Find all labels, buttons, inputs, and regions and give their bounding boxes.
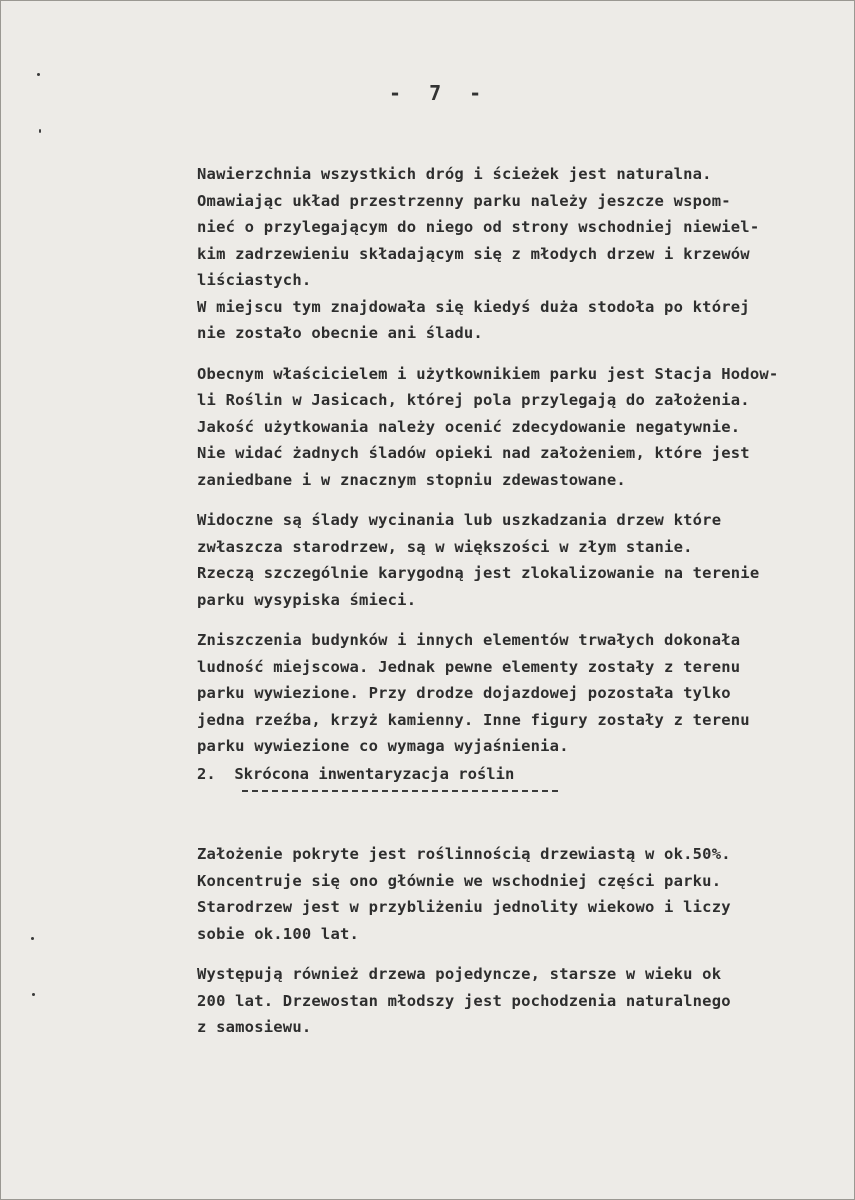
margin-mark: [37, 73, 40, 76]
paragraph: [197, 507, 837, 613]
text-line: Obecnym właścicielem i użytkownikiem parku jest Stacja Hodow-: [197, 364, 779, 383]
paragraph: [197, 627, 837, 760]
text-line: liściastych.: [197, 271, 312, 289]
text-line: Starodrzew jest w przybliżeniu jednolity wiekowo i liczy: [197, 898, 731, 916]
text-line: parku wysypiska śmieci.: [197, 590, 417, 609]
text-line: Widoczne są ślady wycinania lub uszkadzania drzew które: [197, 511, 722, 529]
margin-mark: [32, 993, 35, 996]
margin-mark: [39, 129, 41, 133]
text-line: jedna rzeźba, krzyż kamienny. Inne figury zostały z terenu: [197, 710, 750, 729]
heading-underline: [242, 790, 558, 792]
text-line: Zniszczenia budynków i innych elementów trwałych dokonała: [197, 631, 741, 649]
text-line: nie zostało obecnie ani śladu.: [197, 324, 483, 342]
section-2-heading: [197, 761, 514, 787]
text-line: Założenie pokryte jest roślinnością drzewiastą w ok.50%.: [197, 845, 731, 863]
section-2-body: [197, 841, 837, 1055]
text-line: Występują również drzewa pojedyncze, starsze w wieku ok: [197, 965, 722, 983]
section-heading-text: 2. Skrócona inwentaryzacja roślin: [197, 765, 515, 783]
text-line: parku wywiezione. Przy drodze dojazdowej pozostała tylko: [197, 684, 731, 702]
text-line: kim zadrzewieniu składającym się z młodych drzew i krzewów: [197, 244, 750, 263]
paragraph: [197, 961, 837, 1041]
text-line: sobie ok.100 lat.: [197, 924, 360, 943]
paragraph: [197, 361, 837, 494]
page-number: - 7 -: [389, 81, 490, 105]
text-line: Koncentruje się ono głównie we wschodniej części parku.: [197, 871, 722, 890]
text-line: Nie widać żadnych śladów opieki nad założeniem, które jest: [197, 444, 750, 462]
text-line: Rzeczą szczególnie karygodną jest zlokalizowanie na terenie: [197, 564, 760, 582]
margin-mark: [31, 937, 34, 940]
paragraph: [197, 161, 837, 347]
paragraph: [197, 841, 837, 947]
section-1-body: [197, 161, 837, 774]
text-line: Nawierzchnia wszystkich dróg i ścieżek jest naturalna.: [197, 165, 712, 183]
text-line: ludność miejscowa. Jednak pewne elementy zostały z terenu: [197, 657, 741, 676]
text-line: zwłaszcza starodrzew, są w większości w złym stanie.: [197, 537, 693, 556]
text-line: z samosiewu.: [197, 1018, 312, 1036]
text-line: 200 lat. Drzewostan młodszy jest pochodzenia naturalnego: [197, 991, 731, 1010]
text-line: li Roślin w Jasicach, której pola przylegają do założenia.: [197, 391, 750, 409]
text-line: zaniedbane i w znacznym stopniu zdewastowane.: [197, 470, 626, 489]
text-line: nieć o przylegającym do niego od strony wschodniej niewiel-: [197, 218, 760, 236]
text-line: parku wywiezione co wymaga wyjaśnienia.: [197, 737, 569, 755]
text-line: W miejscu tym znajdowała się kiedyś duża stodoła po której: [197, 297, 750, 316]
text-line: Jakość użytkowania należy ocenić zdecydowanie negatywnie.: [197, 417, 741, 436]
text-line: Omawiając układ przestrzenny parku należy jeszcze wspom-: [197, 191, 731, 210]
